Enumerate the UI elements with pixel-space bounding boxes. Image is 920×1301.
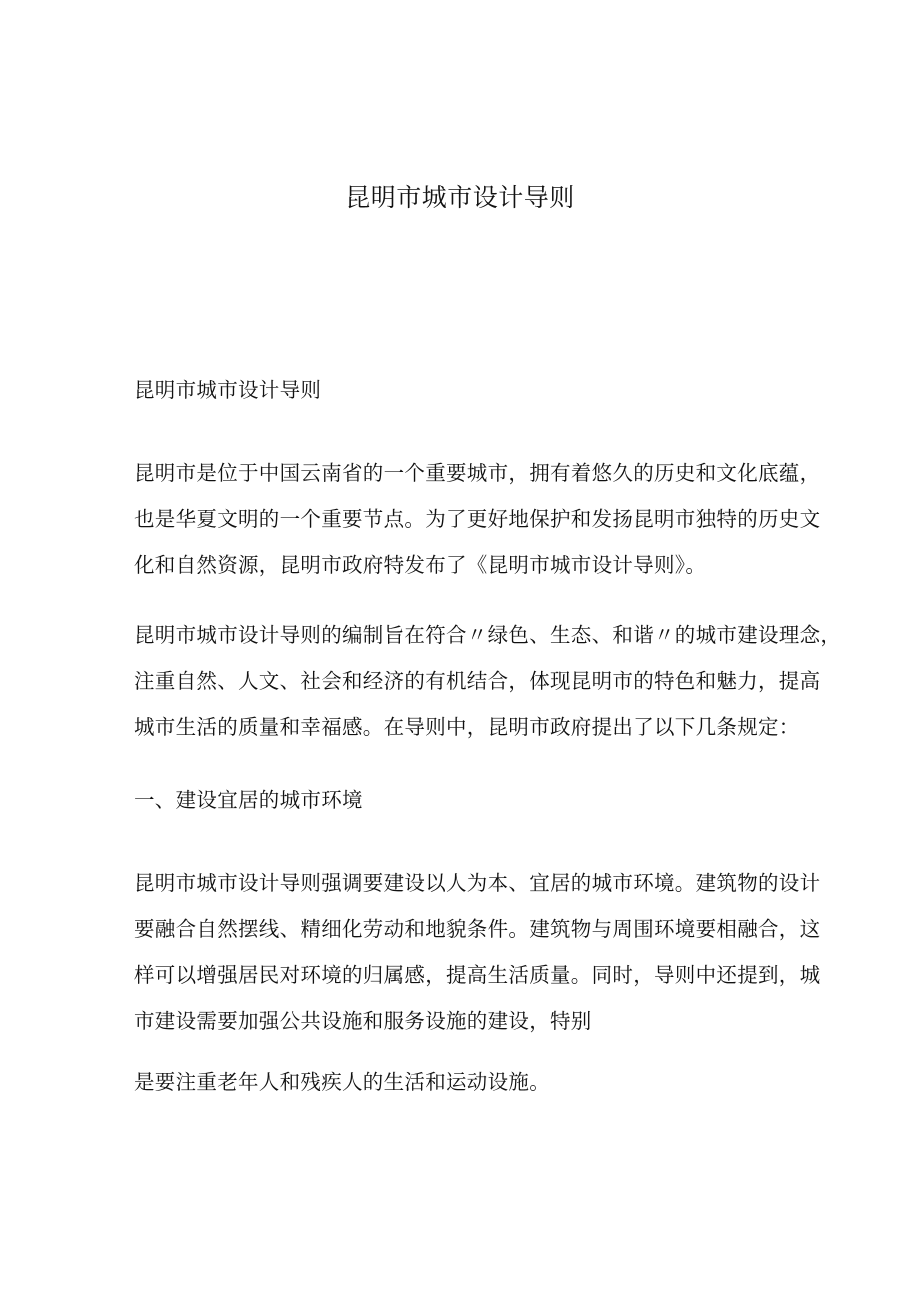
- document-title: 昆明市城市设计导则: [345, 183, 575, 212]
- paragraph-line: 要融合自然摆线、精细化劳动和地貌条件。建筑物与周围环境要相融合，这: [134, 917, 821, 941]
- paragraph-continuation: 是要注重老年人和残疾人的生活和运动设施。: [134, 1070, 550, 1094]
- paragraph-livable-environment: [134, 860, 834, 1044]
- paragraph-line: 市建设需要加强公共设施和服务设施的建设，特别: [134, 1009, 592, 1033]
- paragraph-line: 化和自然资源，昆明市政府特发布了《昆明市城市设计导则》。: [134, 553, 707, 577]
- paragraph-line: 也是华夏文明的一个重要节点。为了更好地保护和发扬昆明市独特的历史文: [134, 507, 821, 531]
- paragraph-intro: [134, 450, 834, 588]
- paragraph-line: 城市生活的质量和幸福感。在导则中，昆明市政府提出了以下几条规定：: [134, 715, 800, 739]
- paragraph-line: 样可以增强居民对环境的归属感，提高生活质量。同时，导则中还提到，城: [134, 963, 821, 987]
- paragraph-line: 昆明市城市设计导则强调要建设以人为本、宜居的城市环境。建筑物的设计: [134, 871, 821, 895]
- paragraph-line: 昆明市城市设计导则的编制旨在符合〃绿色、生态、和谐〃的城市建设理念，: [134, 623, 842, 647]
- paragraph-line: 昆明市是位于中国云南省的一个重要城市，拥有着悠久的历史和文化底蕴，: [134, 461, 821, 485]
- paragraph-line: 注重自然、人文、社会和经济的有机结合，体现昆明市的特色和魅力，提高: [134, 669, 821, 693]
- document-subtitle: 昆明市城市设计导则: [134, 378, 322, 402]
- section-heading-livable: 一、建设宜居的城市环境: [134, 788, 363, 812]
- paragraph-principles: [134, 612, 842, 750]
